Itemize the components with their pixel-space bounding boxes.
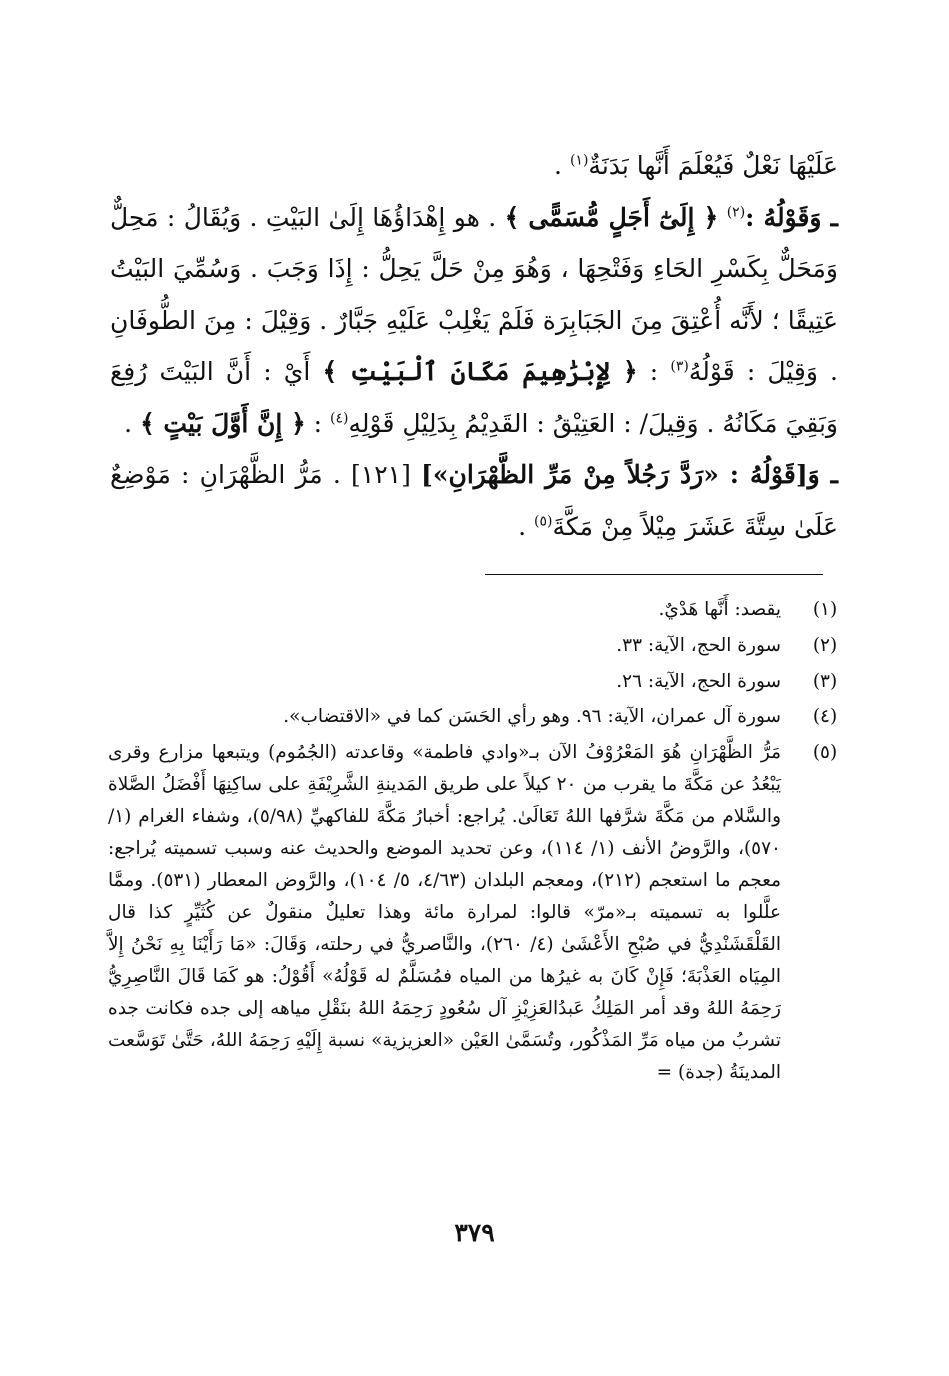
- footnote-number: (١): [812, 599, 838, 620]
- footnote-item: [108, 594, 843, 626]
- footnote-number: (٢): [812, 634, 838, 656]
- footnote-ref: (٢): [726, 204, 746, 221]
- entry-lead: ـ وَقَوْلُهُ :: [745, 202, 838, 232]
- entry-lead: ـ وَ[قَوْلُهُ : «رَدَّ رَجُلاً مِنْ مَرِّ الظَّهْرَانِ»]: [421, 460, 839, 489]
- quran-quote: ﴿ لِإِبْرَٰهِيمَ مَكَانَ ٱلْبَيْتِ ﴾: [322, 357, 638, 386]
- paragraph-2: ـ وَقَوْلُهُ :$^{(٢)}$ ﴿ إِلَىٰٓ أَجَلٍ مُّسَمًّى ﴾ . هو إِهْدَاؤُهَا إِلَىٰ البَيْتِ . وَيُقَالُ : مَحِلٌّ وَمَحَلٌّ بِكَسْرِ الحَاءِ وَفَتْحِهَا ، وَهُوَ مِنْ حَلَّ يَحِلُّ : إِذَا وَجَبَ . وَسُمِّيَ البَيْتُ عَتِيقًا ؛ لأَنَّه أُعْتِقَ مِنَ الجَبَابِرَة فَلَمْ يَغْلِبْ عَلَيْهِ جَبَّارٌ . وَقِيْلَ : مِنَ الطُّوفَانِ . وَقِيْلَ : قَوْلُهُ$^{(٣)}$ : ﴿ لِإِبْرَٰهِيمَ مَكَانَ ٱلْبَيْتِ ﴾ أَيْ : أَنَّ البَيْتَ رُفِعَ وَبَقِيَ مَكَانُهُ . وَقِيلَ/ : العَتِيْقُ : القَدِيْمُ بِدَلِيْلِ قَوْلِهِ$^{(٤)}$ : ﴿ إِنَّ أَوَّلَ بَيْتٍ ﴾ .: [110, 202, 838, 438]
- footnotes: [108, 594, 843, 1093]
- footnote-divider: [485, 574, 823, 575]
- footnote-item: [108, 630, 843, 662]
- footnote-ref: (٤): [330, 410, 349, 427]
- footnote-number: (٣): [812, 670, 838, 692]
- footnote-ref: (٣): [670, 358, 689, 375]
- footnote-ref: (٥): [533, 513, 553, 530]
- footnote-item: [108, 666, 843, 698]
- paragraph-1: عَلَيْهَا نَعْلٌ فَيُعْلَمَ أَنَّها بَدَنَةٌ$^{(١)}$ .: [554, 151, 838, 180]
- page-number: ٣٧٩: [454, 1218, 495, 1247]
- main-text: [110, 140, 838, 552]
- paragraph-3: ـ وَ[قَوْلُهُ : «رَدَّ رَجُلاً مِنْ مَرِّ الظَّهْرَانِ»] [١٢١] . مَرُّ الظَّهْرَانِ : مَوْضِعٌ عَلَىٰ سِتَّةَ عَشَرَ مِيْلاً مِنْ مَكَّةَ$^{(٥)}$ .: [110, 460, 839, 541]
- quran-quote: ﴿ إِلَىٰٓ أَجَلٍ مُّسَمًّى ﴾: [504, 202, 719, 232]
- footnote-text: سورة الحج، الآية: ٣٣.: [616, 634, 781, 656]
- footnote-number: (٥): [812, 742, 838, 764]
- quran-quote: ﴿ إِنَّ أَوَّلَ بَيْتٍ ﴾: [140, 408, 306, 438]
- footnote-text: مَرُّ الظَّهْرَانِ هُوَ المَعْرُوْفُ الآن بـ«وادي فاطمة» وقاعدته (الجُمُوم) ويتبعها مزارع وقرى يَبْعُدُ عن مَكَّةَ ما يقرب من ٢٠ كيلاً على طريق المَدينةِ الشَّرِيْفَةِ على ساكِنِهَا أَفْضَلُ الصَّلاة والسَّلام من مَكَّةَ شرَّفها اللهُ تَعَالَىٰ. يُراجع: أخبارُ مَكَّةَ للفاكهيِّ (٥/٩٨)، وشفاء الغرام (١/ ٥٧٠)، والرَّوضُ الأنف (١/ ١١٤)، وعن تحديد الموضع والحديث عنه وسبب تسميته يُراجع: معجم ما استعجم (٢١٢)، ومعجم البلدان (٤/٦٣، ٥/ ١٠٤)، والرَّوض المعطار (٥٣١). وممَّا علَّلوا به تسميته بـ«مرّ» قالوا: لمرارة مائة وهذا تعليلٌ منقولٌ عن كُثَيِّرٍ كذا قال القَلْقَشَنْدِيُّ في صُبْحِ الأَعْشَىٰ (٤/ ٢٦٠)، والنَّاصريُّ في رحلته، وَقَالَ: «مَا رَأَيْنَا بِهِ نَحْنُ إِلاَّ المِيَاه العَذْبَةَ؛ فَإِنْ كَانَ به غيرُها من المياه فمُسَلَّمٌ له قَوْلُهُ» أَقُوْلُ: هو كَمَا قَالَ النَّاصِرِيُّ رَحِمَهُ اللهُ وقد أمر المَلِكُ عَبدُالعَزِيْزِ آل سُعُودٍ رَحِمَهُ اللهُ بنَقْلِ مياهه إلى جده فكانت جده تشربُ من مياه مَرِّ المَذْكُور، وتُسَمَّىٰ العَيْن «العزيزية» نسبة إِلَيْهِ رَحِمَهُ اللهُ، حَتَّىٰ تَوَسَّعت المدينَةُ (جدة) =: [108, 742, 782, 1084]
- footnote-text: سورة آل عمران، الآية: ٩٦. وهو رأي الحَسَن كما في «الاقتضاب».: [283, 706, 781, 728]
- footnote-text: سورة الحج، الآية: ٢٦.: [616, 670, 781, 692]
- footnote-number: (٤): [812, 706, 838, 728]
- footnote-text: يقصد: أَنَّها هَدْيٌ.: [658, 599, 781, 620]
- footnote-item: [108, 737, 843, 1089]
- footnote-item: [108, 701, 843, 733]
- footnote-ref: (١): [569, 152, 589, 169]
